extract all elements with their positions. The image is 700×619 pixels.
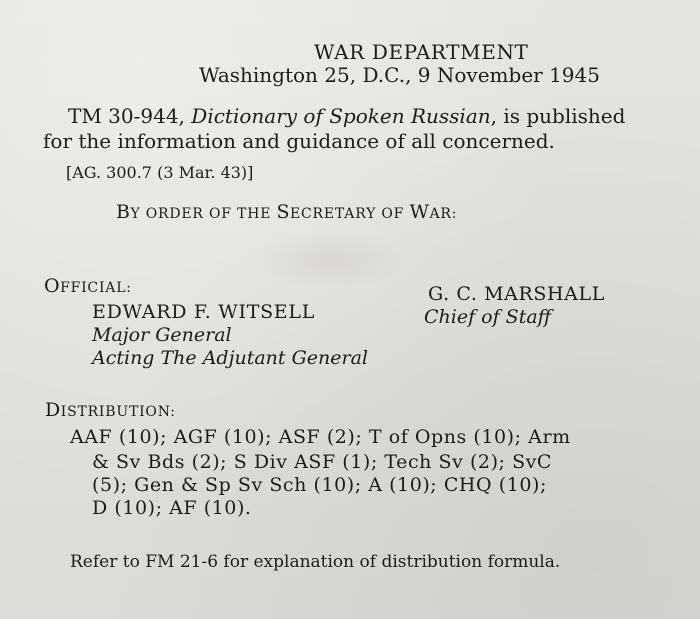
distribution-cap-d: D [45, 399, 61, 421]
publication-suffix: , is published [490, 104, 626, 128]
distribution-line: & Sv Bds (2); S Div ASF (1); Tech Sv (2); SvC [92, 451, 553, 473]
paper-smudge [250, 230, 410, 290]
official-cap-o: O [44, 275, 61, 297]
official-name: EDWARD F. WITSELL [92, 301, 316, 323]
order-cap-s: S [276, 201, 291, 223]
publication-number: TM 30-944, [68, 104, 192, 128]
signatory-title: Chief of Staff [424, 306, 552, 328]
official-title-1: Major General [92, 324, 232, 346]
order-text-2: ECRETARY OF [290, 206, 410, 222]
official-label [44, 273, 132, 300]
order-line [116, 199, 457, 226]
footnote: Refer to FM 21-6 for explanation of distribution formula. [70, 552, 561, 572]
distribution-line: D (10); AF (10). [92, 497, 252, 519]
distribution-label [45, 397, 176, 424]
order-cap-w: W [409, 201, 430, 223]
order-text-3: AR: [429, 206, 458, 222]
publication-paragraph-line-2: for the information and guidance of all concerned. [43, 129, 555, 153]
official-label-rest: FFICIAL: [60, 280, 132, 296]
publication-title: Dictionary of Spoken Russian [191, 104, 491, 128]
signatory-name: G. C. MARSHALL [428, 283, 605, 305]
official-title-2: Acting The Adjutant General [92, 347, 368, 369]
date-line: Washington 25, D.C., 9 November 1945 [199, 63, 600, 87]
order-cap-b: B [116, 201, 131, 223]
distribution-line: AAF (10); AGF (10); ASF (2); T of Opns (10); Arm [70, 426, 571, 448]
publication-paragraph-line-1 [68, 104, 625, 128]
order-text-1: Y ORDER OF THE [130, 206, 277, 222]
distribution-label-rest: ISTRIBUTION: [60, 404, 176, 420]
department-heading: WAR DEPARTMENT [314, 40, 529, 64]
ag-reference: [AG. 300.7 (3 Mar. 43)] [66, 163, 254, 182]
distribution-line: (5); Gen & Sp Sv Sch (10); A (10); CHQ (10); [92, 474, 547, 496]
